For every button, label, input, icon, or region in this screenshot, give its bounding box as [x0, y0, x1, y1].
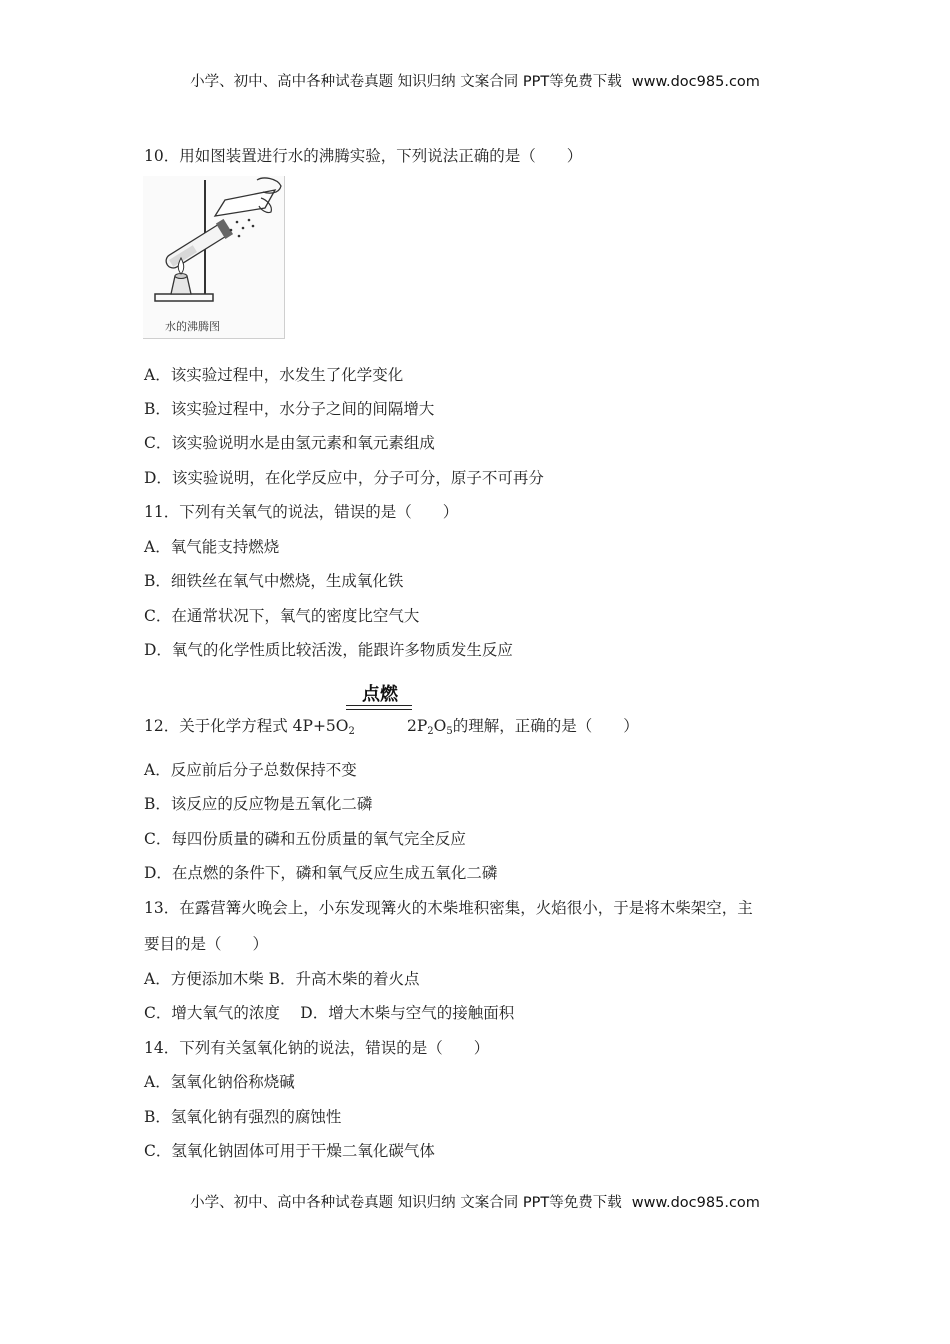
q10-option-a: A．该实验过程中，水发生了化学变化 — [144, 366, 404, 384]
q12-product-sub-a: 2 — [427, 726, 434, 737]
q12-product-sub-b: 5 — [446, 726, 453, 737]
q11-option-c: C．在通常状况下，氧气的密度比空气大 — [144, 607, 420, 625]
q14-stem: 14．下列有关氢氧化钠的说法，错误的是（ ） — [144, 1039, 490, 1057]
q12-option-a: A．反应前后分子总数保持不变 — [144, 761, 357, 779]
q11-stem: 11．下列有关氧气的说法，错误的是（ ） — [144, 503, 459, 521]
q12-option-b: B．该反应的反应物是五氧化二磷 — [144, 795, 373, 813]
q11-option-b: B．细铁丝在氧气中燃烧，生成氧化铁 — [144, 572, 404, 590]
header-url[interactable]: www.doc985.com — [631, 74, 760, 90]
page-footer — [0, 1191, 950, 1212]
q10-option-d: D．该实验说明，在化学反应中，分子可分，原子不可再分 — [144, 469, 544, 487]
q11-option-d: D．氧气的化学性质比较活泼，能跟许多物质发生反应 — [144, 641, 513, 659]
q10-stem: 10．用如图装置进行水的沸腾实验，下列说法正确的是（ ） — [144, 147, 583, 165]
q14-option-b: B．氢氧化钠有强烈的腐蚀性 — [144, 1108, 342, 1126]
q14-option-c: C．氢氧化钠固体可用于干燥二氧化碳气体 — [144, 1142, 435, 1160]
footer-text: 小学、初中、高中各种试卷真题 知识归纳 文案合同 PPT等免费下载 — [190, 1195, 622, 1211]
boiling-water-figure — [143, 176, 285, 339]
q10-option-c: C．该实验说明水是由氢元素和氧元素组成 — [144, 434, 435, 452]
q12-option-d: D．在点燃的条件下，磷和氧气反应生成五氧化二磷 — [144, 864, 498, 882]
q12-sub-left: 2 — [348, 726, 355, 737]
q12-stem-product — [407, 716, 639, 742]
q11-option-a: A．氧气能支持燃烧 — [144, 538, 280, 556]
equation-arrow-upper — [346, 705, 412, 706]
q13-options-line2: C．增大氧气的浓度 D．增大木柴与空气的接触面积 — [144, 1004, 515, 1022]
q12-product-o: O — [433, 717, 447, 735]
equation-arrow-lower — [346, 709, 412, 710]
figure-caption: 水的沸腾图 — [165, 320, 220, 333]
q13-stem-line1: 13．在露营篝火晚会上，小东发现篝火的木柴堆积密集，火焰很小，于是将木柴架空，主 — [144, 899, 753, 917]
q10-option-b: B．该实验过程中，水分子之间的间隔增大 — [144, 400, 435, 418]
footer-url[interactable]: www.doc985.com — [631, 1195, 760, 1211]
q12-stem — [144, 716, 355, 742]
q12-product: 2P — [407, 717, 428, 735]
q12-stem-right: 的理解，正确的是（ ） — [452, 717, 639, 735]
header-text: 小学、初中、高中各种试卷真题 知识归纳 文案合同 PPT等免费下载 — [190, 74, 622, 90]
q12-stem-left: 12．关于化学方程式 4P+5O — [144, 717, 349, 735]
q13-stem-line2: 要目的是（ ） — [144, 935, 269, 953]
q12-option-c: C．每四份质量的磷和五份质量的氧气完全反应 — [144, 830, 466, 848]
q14-option-a: A．氢氧化钠俗称烧碱 — [144, 1073, 295, 1091]
page-header — [0, 70, 950, 91]
q13-options-line1: A．方便添加木柴 B．升高木柴的着火点 — [144, 970, 420, 988]
reaction-condition: 点燃 — [362, 684, 398, 705]
boiling-apparatus-illustration — [143, 176, 284, 316]
